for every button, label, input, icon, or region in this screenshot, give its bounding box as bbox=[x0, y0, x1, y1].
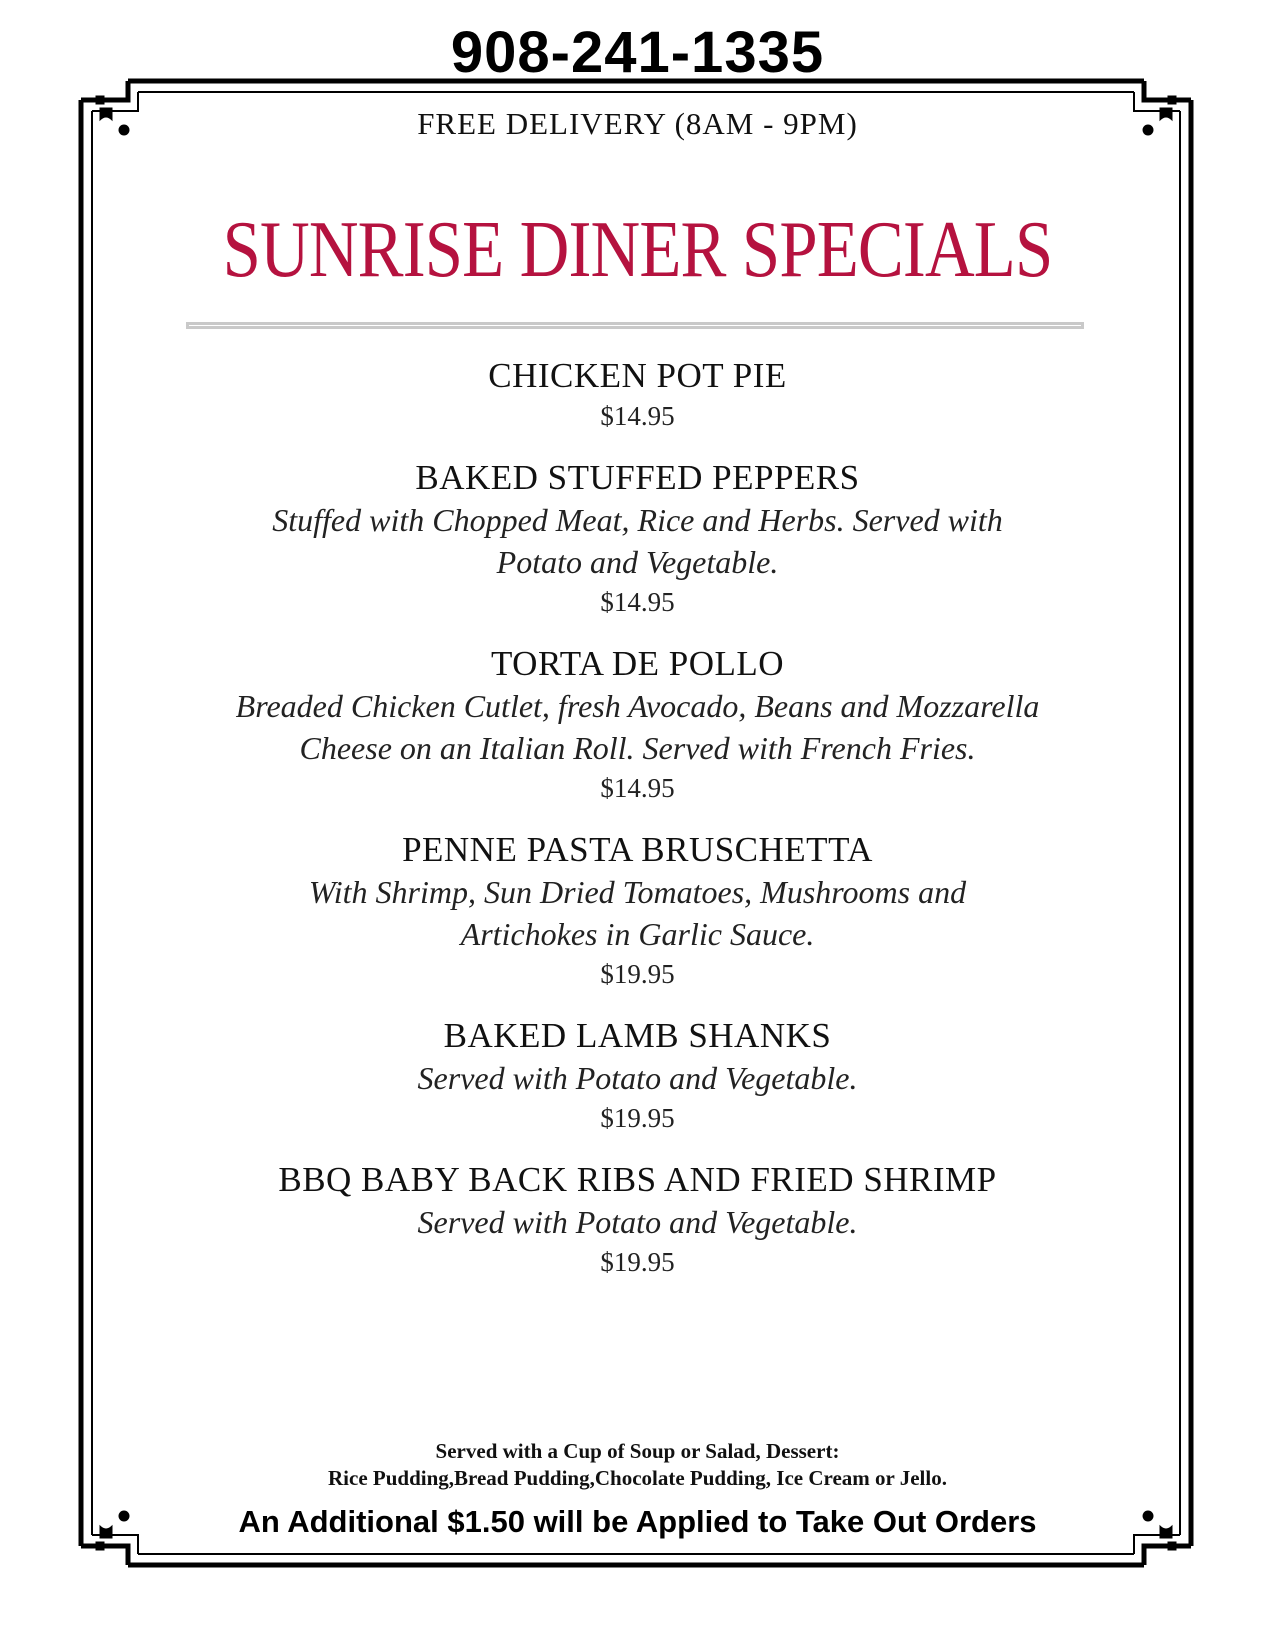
menu-item-name: TORTA DE POLLO bbox=[490, 644, 785, 683]
served-with-line-2: Rice Pudding,Bread Pudding,Chocolate Pudding, Ice Cream or Jello. bbox=[328, 1466, 947, 1490]
menu-item-name: BAKED STUFFED PEPPERS bbox=[415, 458, 860, 497]
menu-item-description: Cheese on an Italian Roll. Served with French Fries. bbox=[299, 730, 976, 766]
menu-item-description: Served with Potato and Vegetable. bbox=[417, 1060, 858, 1096]
served-with-note bbox=[0, 1438, 1275, 1492]
menu-item bbox=[180, 829, 1095, 993]
phone-number: 908-241-1335 bbox=[450, 20, 825, 85]
title-divider bbox=[186, 322, 1084, 329]
delivery-hours: FREE DELIVERY (8AM - 9PM) bbox=[417, 106, 858, 141]
takeout-surcharge-note: An Additional $1.50 will be Applied to Take Out Orders bbox=[238, 1504, 1037, 1539]
menu-item-description: With Shrimp, Sun Dried Tomatoes, Mushrooms and bbox=[308, 874, 967, 910]
page-title: SUNRISE DINER SPECIALS bbox=[222, 206, 1053, 294]
menu-item-description: Served with Potato and Vegetable. bbox=[417, 1204, 858, 1240]
menu-item-price: $19.95 bbox=[600, 1103, 675, 1133]
menu-item-name: CHICKEN POT PIE bbox=[488, 356, 787, 395]
menu-item-description: Stuffed with Chopped Meat, Rice and Herbs. Served with bbox=[272, 502, 1003, 538]
specials-list bbox=[180, 355, 1095, 1303]
menu-item bbox=[180, 457, 1095, 621]
menu-item-description: Artichokes in Garlic Sauce. bbox=[460, 916, 815, 952]
menu-item bbox=[180, 355, 1095, 435]
menu-item-price: $14.95 bbox=[600, 587, 675, 617]
menu-item-name: PENNE PASTA BRUSCHETTA bbox=[402, 830, 873, 869]
served-with-line-1: Served with a Cup of Soup or Salad, Dessert: bbox=[435, 1439, 840, 1463]
menu-item bbox=[180, 643, 1095, 807]
menu-item-name: BBQ BABY BACK RIBS AND FRIED SHRIMP bbox=[278, 1160, 997, 1199]
menu-item-description: Potato and Vegetable. bbox=[496, 544, 779, 580]
menu-item-price: $14.95 bbox=[600, 773, 675, 803]
menu-item-name: BAKED LAMB SHANKS bbox=[443, 1016, 832, 1055]
menu-item bbox=[180, 1015, 1095, 1137]
menu-item-price: $14.95 bbox=[600, 401, 675, 431]
menu-item-description: Breaded Chicken Cutlet, fresh Avocado, Beans and Mozzarella bbox=[235, 688, 1040, 724]
menu-item-price: $19.95 bbox=[600, 959, 675, 989]
menu-item bbox=[180, 1159, 1095, 1281]
menu-item-price: $19.95 bbox=[600, 1247, 675, 1277]
